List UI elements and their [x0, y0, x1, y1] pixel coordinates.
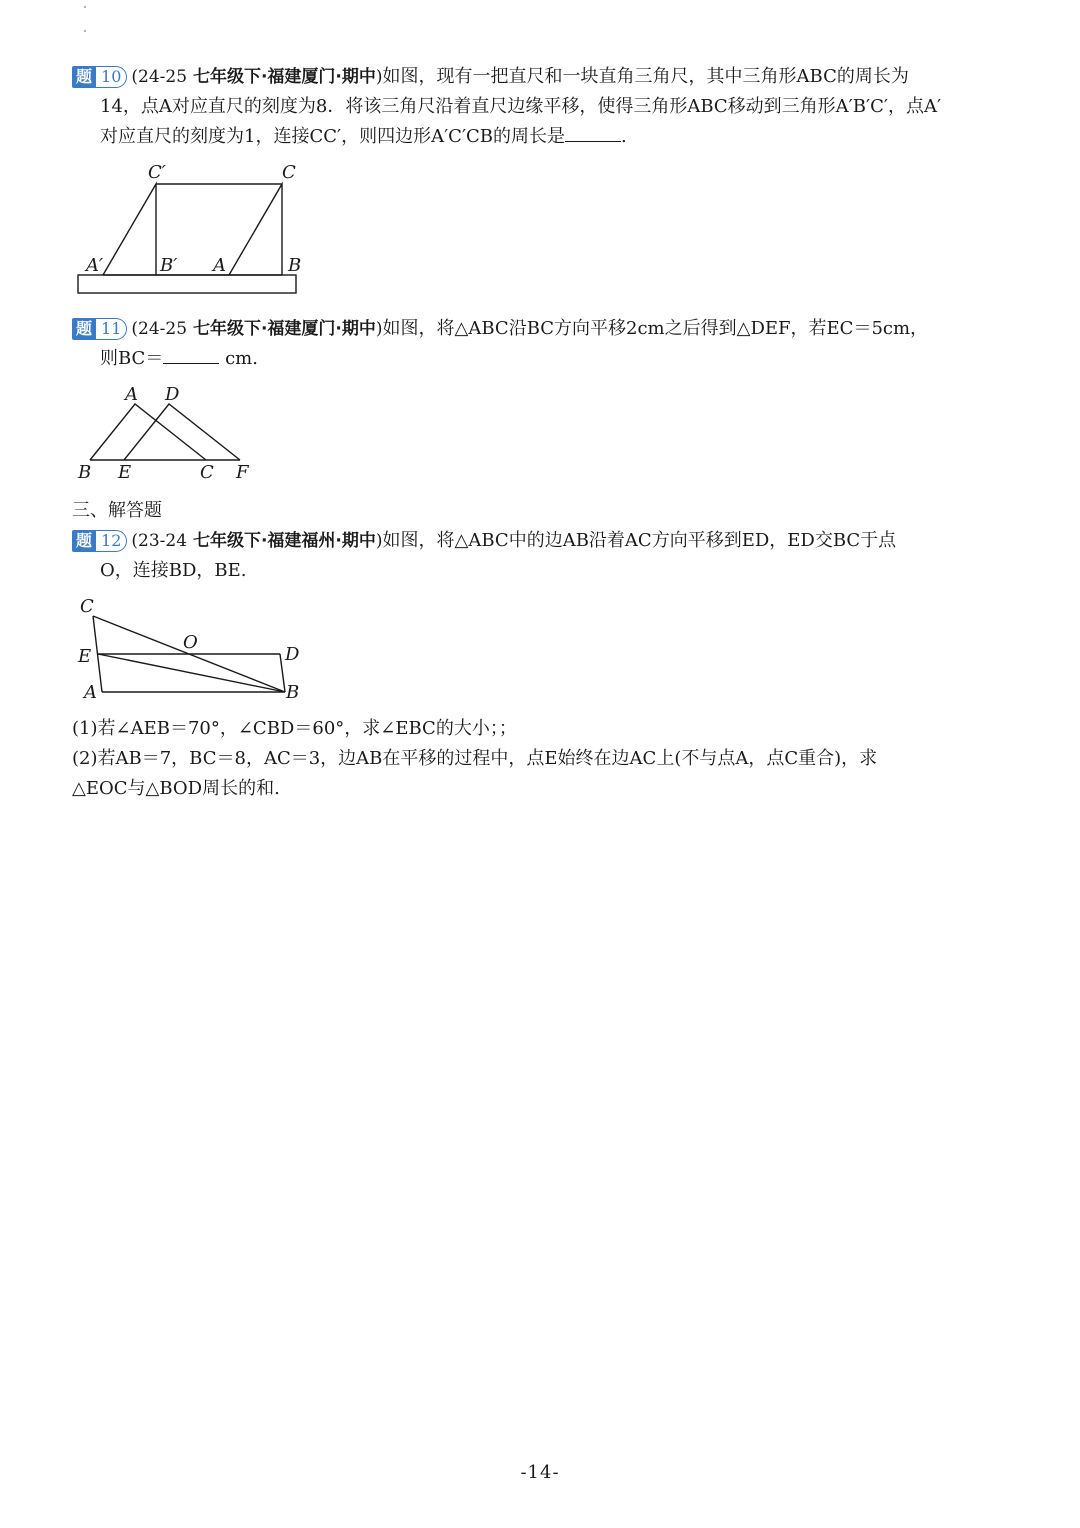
- label-e: E: [78, 646, 92, 667]
- problem-12-sub-questions: [72, 714, 1032, 804]
- problem-badge: [72, 530, 127, 552]
- problem-11-line-2: [72, 344, 1032, 374]
- badge-number: 11: [96, 318, 127, 340]
- figure-translated-triangles: [72, 382, 262, 482]
- triangle-abc: [229, 184, 282, 275]
- problem-10: [72, 62, 1032, 152]
- problem-10-line-3: [72, 122, 1032, 152]
- label-c-prime: C′: [148, 162, 166, 183]
- label-a: A: [125, 384, 138, 405]
- sub-question-1: (1)若∠AEB＝70°，∠CBD＝60°，求∠EBC的大小；；: [72, 718, 517, 739]
- label-a: A: [84, 682, 97, 703]
- label-c: C: [200, 462, 214, 483]
- scan-mark: [84, 6, 86, 8]
- problem-badge: [72, 66, 127, 88]
- badge-label: 题: [72, 318, 96, 340]
- label-b: B: [288, 255, 302, 276]
- problem-source: (24-25 七年级下·福建厦门·期中): [131, 319, 383, 339]
- problem-12: [72, 526, 1032, 586]
- answer-blank: [565, 123, 621, 142]
- label-f: F: [236, 462, 249, 483]
- figure-translated-segment: [72, 596, 322, 706]
- ruler: [78, 275, 296, 293]
- problem-source: (24-25 七年级下·福建厦门·期中): [131, 67, 383, 87]
- label-d: D: [165, 384, 180, 405]
- label-o: O: [183, 632, 198, 653]
- problem-text: cm.: [225, 348, 258, 369]
- label-a: A: [213, 255, 226, 276]
- section-heading: 三、解答题: [72, 500, 162, 521]
- label-d: D: [285, 644, 300, 665]
- problem-badge: [72, 318, 127, 340]
- problem-text: .: [621, 126, 627, 147]
- sub-question-2: (2)若AB＝7，BC＝8，AC＝3，边AB在平移的过程中，点E始终在边AC上(不与点A，点C重合)，求: [72, 748, 878, 769]
- scan-mark: [84, 30, 86, 32]
- problem-text: 如图，现有一把直尺和一块直角三角尺，其中三角形ABC的周长为: [382, 66, 909, 87]
- triangle-a-prime-b-prime-c-prime: [103, 184, 156, 275]
- problem-10-line-2: 14，点A对应直尺的刻度为8．将该三角尺沿着直尺边缘平移，使得三角形ABC移动到三角形A′B′C′，点A′: [100, 96, 942, 117]
- answer-blank: [163, 345, 219, 364]
- triangle-def: [124, 404, 240, 460]
- problem-11-line-1: [72, 314, 1032, 344]
- label-b-prime: B′: [160, 255, 178, 276]
- label-c: C: [282, 162, 296, 183]
- problem-text: 则BC＝: [100, 348, 164, 369]
- problem-11: [72, 314, 1032, 374]
- problem-10-line-1: [72, 62, 1032, 92]
- triangle-abc: [90, 404, 206, 460]
- label-e: E: [118, 462, 132, 483]
- badge-number: 12: [96, 530, 127, 552]
- label-a-prime: A′: [86, 255, 104, 276]
- label-b: B: [78, 462, 92, 483]
- segment-be: [98, 654, 285, 692]
- problem-text: 如图，将△ABC沿BC方向平移2cm之后得到△DEF，若EC＝5cm，: [382, 318, 929, 339]
- problem-text: 如图，将△ABC中的边AB沿着AC方向平移到ED，ED交BC于点: [382, 530, 897, 551]
- badge-label: 题: [72, 530, 96, 552]
- label-c: C: [80, 596, 94, 617]
- problem-12-line-1: [72, 526, 1032, 556]
- badge-number: 10: [96, 66, 127, 88]
- label-b: B: [286, 682, 300, 703]
- problem-12-line-2: O，连接BD，BE.: [100, 560, 247, 581]
- badge-label: 题: [72, 66, 96, 88]
- page-number: -14-: [520, 1462, 560, 1483]
- figure-ruler-triangles: [70, 160, 330, 300]
- problem-source: (23-24 七年级下·福建福州·期中): [131, 531, 383, 551]
- sub-question-2-cont: △EOC与△BOD周长的和.: [72, 778, 280, 799]
- problem-text: 对应直尺的刻度为1，连接CC′，则四边形A′C′CB的周长是: [100, 126, 566, 147]
